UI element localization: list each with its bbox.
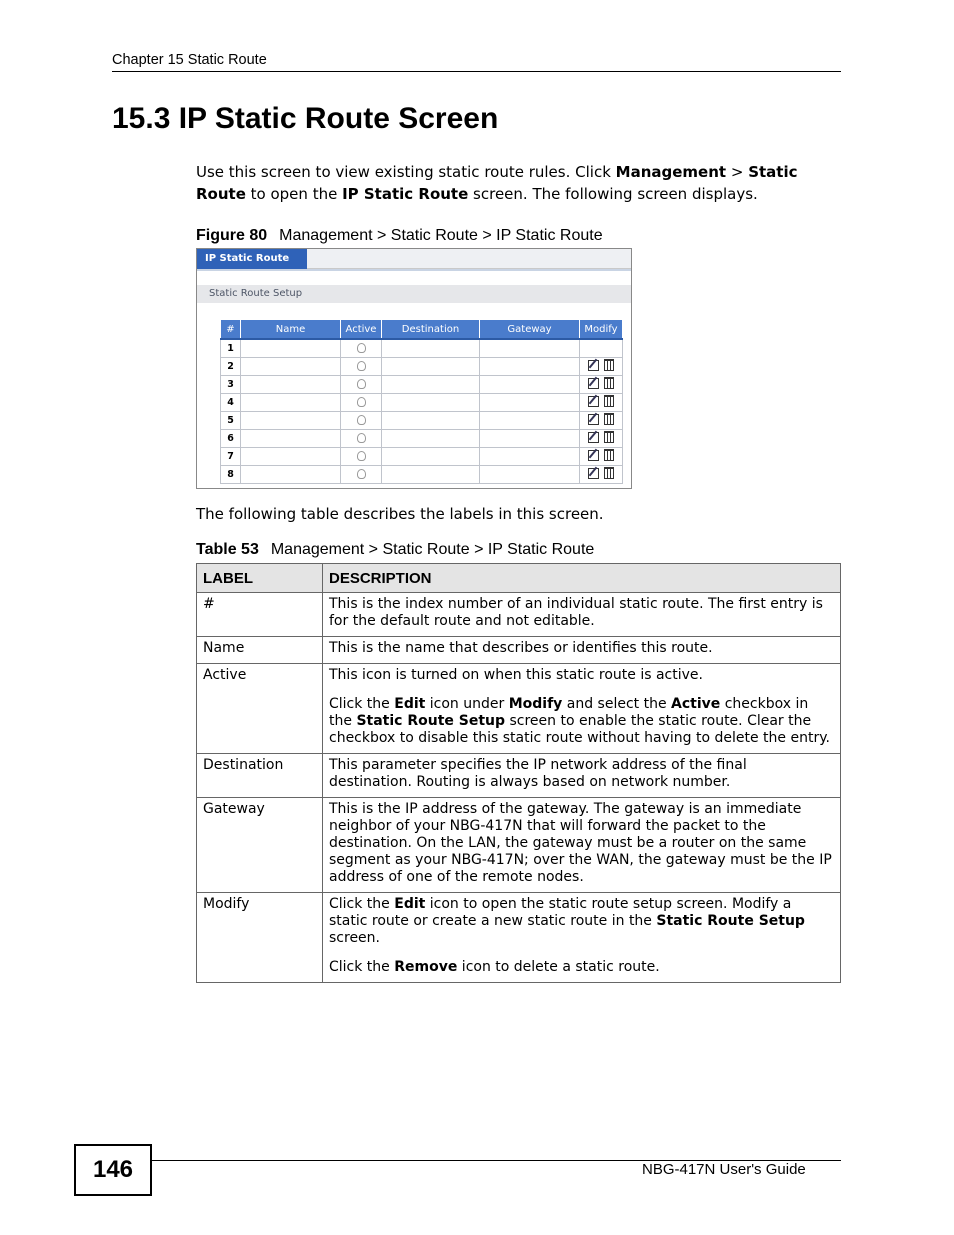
lightbulb-icon	[357, 343, 366, 353]
ip-static-route-screenshot	[196, 248, 632, 489]
route-destination	[382, 430, 480, 448]
edit-icon[interactable]	[588, 450, 599, 461]
col-index: #	[221, 320, 241, 340]
row-description: This parameter specifies the IP network address of the final destination. Routing is always based on network number.	[323, 754, 841, 798]
route-gateway	[480, 466, 580, 484]
label-header: LABEL	[197, 564, 323, 593]
label-description-table	[196, 563, 841, 983]
trash-icon[interactable]	[604, 467, 614, 479]
row-label: Name	[197, 637, 323, 664]
row-description: This is the index number of an individual static route. The first entry is for the default route and not editable.	[323, 593, 841, 637]
tab-bar	[307, 249, 631, 269]
col-destination: Destination	[382, 320, 480, 340]
route-destination	[382, 448, 480, 466]
figure-caption: Figure 80 Management > Static Route > IP Static Route	[196, 227, 603, 244]
route-active	[341, 358, 382, 376]
row-label: #	[197, 593, 323, 637]
edit-icon[interactable]	[588, 432, 599, 443]
route-destination	[382, 466, 480, 484]
edit-icon[interactable]	[588, 468, 599, 479]
desc-table-header	[197, 564, 841, 593]
route-name	[241, 448, 341, 466]
lightbulb-icon	[357, 397, 366, 407]
col-modify: Modify	[580, 320, 623, 340]
guide-title: NBG-417N User's Guide	[642, 1161, 806, 1178]
trash-icon[interactable]	[604, 377, 614, 389]
table-row	[197, 637, 841, 664]
route-modify	[580, 358, 623, 376]
route-modify	[580, 448, 623, 466]
col-active: Active	[341, 320, 382, 340]
route-destination	[382, 358, 480, 376]
edit-icon[interactable]	[588, 396, 599, 407]
section-title: 15.3 IP Static Route Screen	[112, 102, 499, 135]
lightbulb-icon	[357, 379, 366, 389]
route-gateway	[480, 448, 580, 466]
edit-icon[interactable]	[588, 378, 599, 389]
route-gateway	[480, 394, 580, 412]
route-index: 3	[221, 376, 241, 394]
table-row	[197, 754, 841, 798]
route-modify	[580, 412, 623, 430]
route-row	[221, 376, 623, 394]
route-name	[241, 376, 341, 394]
row-description: This is the name that describes or identifies this route.	[323, 637, 841, 664]
trash-icon[interactable]	[604, 395, 614, 407]
static-route-setup-heading: Static Route Setup	[197, 285, 631, 303]
route-index: 5	[221, 412, 241, 430]
tab-ip-static-route[interactable]: IP Static Route	[197, 249, 307, 269]
route-index: 4	[221, 394, 241, 412]
lightbulb-icon	[357, 433, 366, 443]
row-label: Destination	[197, 754, 323, 798]
route-name	[241, 412, 341, 430]
col-name: Name	[241, 320, 341, 340]
route-row	[221, 466, 623, 484]
edit-icon[interactable]	[588, 414, 599, 425]
route-modify	[580, 376, 623, 394]
route-gateway	[480, 339, 580, 358]
route-index: 2	[221, 358, 241, 376]
row-description: This is the IP address of the gateway. The gateway is an immediate neighbor of your NBG-417N that will forward the packet to the destination. On the LAN, the gateway must be a router on the same segment as your NBG-417N; over the WAN, the gateway must be the IP address of one of the remote nodes.	[323, 798, 841, 893]
route-row	[221, 394, 623, 412]
trash-icon[interactable]	[604, 449, 614, 461]
header-divider	[112, 71, 841, 72]
route-row	[221, 430, 623, 448]
route-row	[221, 448, 623, 466]
intro-paragraph: Use this screen to view existing static route rules. Click Management > Static Route to open the IP Static Route screen. The following screen displays.	[196, 163, 798, 203]
route-index: 7	[221, 448, 241, 466]
route-index: 8	[221, 466, 241, 484]
lightbulb-icon	[357, 415, 366, 425]
page-number: 146	[74, 1144, 152, 1196]
table-row	[197, 664, 841, 754]
description-header: DESCRIPTION	[323, 564, 841, 593]
lightbulb-icon	[357, 469, 366, 479]
row-description	[323, 664, 841, 754]
col-gateway: Gateway	[480, 320, 580, 340]
route-destination	[382, 394, 480, 412]
row-label: Gateway	[197, 798, 323, 893]
chapter-header: Chapter 15 Static Route	[112, 52, 267, 68]
route-active	[341, 466, 382, 484]
trash-icon[interactable]	[604, 413, 614, 425]
route-row	[221, 358, 623, 376]
route-active	[341, 339, 382, 358]
route-modify	[580, 339, 623, 358]
row-description-p1: Click the Edit icon to open the static route setup screen. Modify a static route or create a new static route in the Static Route Setup screen.	[329, 896, 805, 946]
trash-icon[interactable]	[604, 431, 614, 443]
row-label: Active	[197, 664, 323, 754]
edit-icon[interactable]	[588, 360, 599, 371]
trash-icon[interactable]	[604, 359, 614, 371]
route-destination	[382, 339, 480, 358]
following-text: The following table describes the labels in this screen.	[196, 505, 604, 523]
table-caption: Table 53 Management > Static Route > IP Static Route	[196, 541, 595, 558]
route-name	[241, 358, 341, 376]
static-route-table	[220, 319, 623, 484]
route-index: 6	[221, 430, 241, 448]
route-gateway	[480, 358, 580, 376]
row-description	[323, 893, 841, 983]
row-description-p2: Click the Edit icon under Modify and select the Active checkbox in the Static Route Setup screen to enable the static route. Clear the checkbox to disable this static route without having to delete the entry.	[329, 696, 830, 746]
route-gateway	[480, 412, 580, 430]
route-active	[341, 376, 382, 394]
table-row	[197, 798, 841, 893]
table-row	[197, 893, 841, 983]
lightbulb-icon	[357, 451, 366, 461]
row-label: Modify	[197, 893, 323, 983]
route-active	[341, 448, 382, 466]
route-destination	[382, 412, 480, 430]
route-name	[241, 430, 341, 448]
route-name	[241, 466, 341, 484]
route-modify	[580, 430, 623, 448]
route-name	[241, 394, 341, 412]
row-description-p1: This icon is turned on when this static route is active.	[329, 667, 703, 683]
route-active	[341, 394, 382, 412]
route-name	[241, 339, 341, 358]
route-destination	[382, 376, 480, 394]
route-modify	[580, 466, 623, 484]
route-index: 1	[221, 339, 241, 358]
route-modify	[580, 394, 623, 412]
route-gateway	[480, 430, 580, 448]
row-description-p2: Click the Remove icon to delete a static route.	[329, 959, 660, 975]
route-row	[221, 412, 623, 430]
lightbulb-icon	[357, 361, 366, 371]
tab-underline	[197, 269, 631, 271]
static-route-table-header	[221, 320, 623, 340]
route-row	[221, 339, 623, 358]
route-gateway	[480, 376, 580, 394]
table-row	[197, 593, 841, 637]
route-active	[341, 412, 382, 430]
route-active	[341, 430, 382, 448]
